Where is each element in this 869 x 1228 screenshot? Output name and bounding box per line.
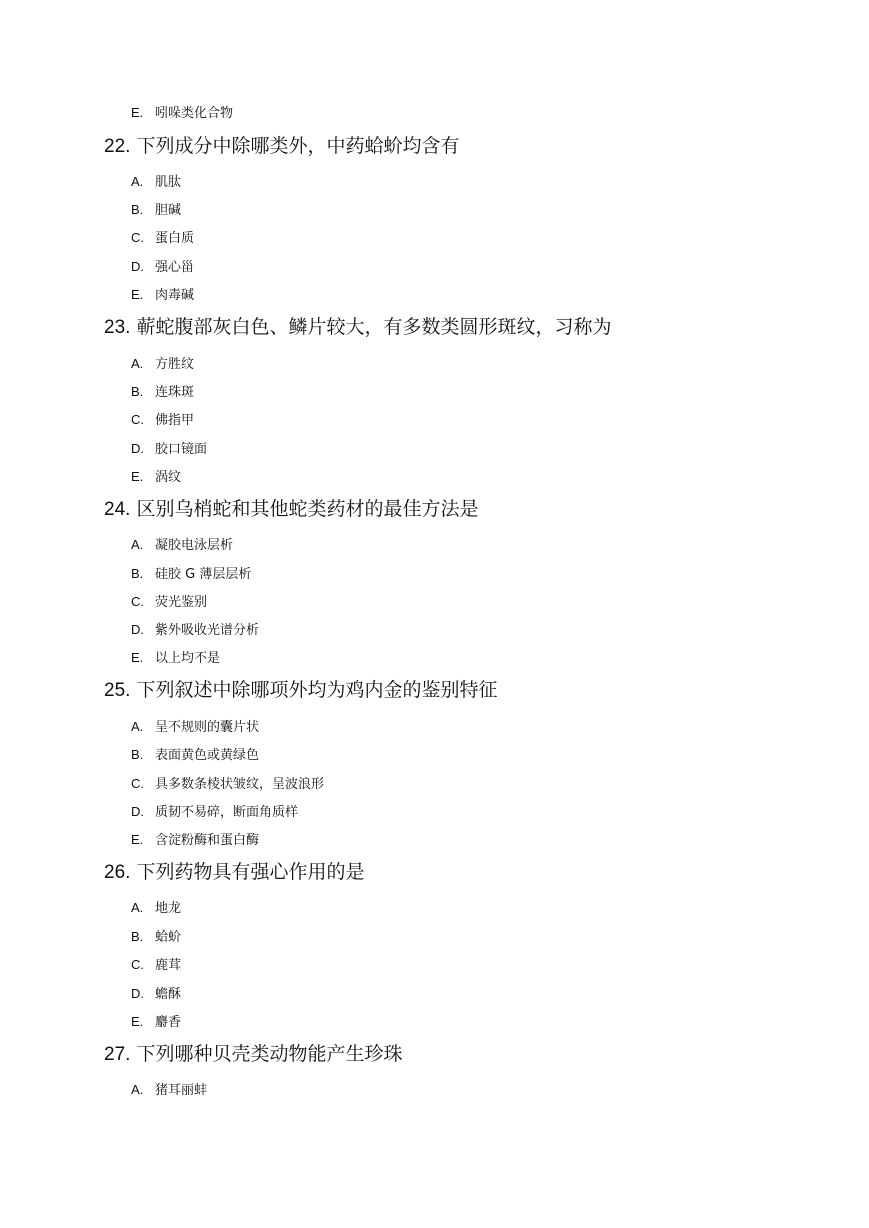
option-26-e <box>131 1014 181 1031</box>
question-25 <box>104 678 497 703</box>
option-23-e <box>131 469 181 486</box>
option-24-c <box>131 594 207 611</box>
option-letter: A. <box>131 356 144 371</box>
option-text: 胆碱 <box>155 203 182 218</box>
option-text: 具多数条棱状皱纹，呈波浪形 <box>155 777 325 792</box>
question-text: 区别乌梢蛇和其他蛇类药材的最佳方法是 <box>136 498 479 520</box>
option-text: 猪耳丽蚌 <box>155 1083 208 1098</box>
option-text: 以上均不是 <box>155 651 221 666</box>
question-number: 23. <box>104 317 131 338</box>
question-number: 24. <box>104 499 131 520</box>
question-24 <box>104 497 478 522</box>
question-27 <box>104 1042 402 1067</box>
option-letter: B. <box>131 929 144 944</box>
option-text: 肌肽 <box>155 175 182 190</box>
option-24-d <box>131 622 259 639</box>
option-text: 蛋白质 <box>155 231 195 246</box>
option-26-d <box>131 986 181 1003</box>
option-letter: E. <box>131 1014 144 1029</box>
option-text: 肉毒碱 <box>155 288 195 303</box>
option-22-e <box>131 287 194 304</box>
option-22-d <box>131 259 194 276</box>
option-letter: A. <box>131 900 144 915</box>
option-letter: B. <box>131 202 144 217</box>
option-letter: D. <box>131 986 144 1001</box>
option-letter: B. <box>131 747 144 762</box>
option-letter: B. <box>131 566 144 581</box>
option-letter: A. <box>131 1082 144 1097</box>
option-letter: C. <box>131 957 144 972</box>
option-26-c <box>131 957 181 974</box>
option-text: 连珠斑 <box>155 385 195 400</box>
option-text: 鹿茸 <box>155 958 182 973</box>
option-23-d <box>131 441 207 458</box>
option-letter: D. <box>131 441 144 456</box>
option-25-d <box>131 804 298 821</box>
option-23-c <box>131 412 194 429</box>
option-letter: E. <box>131 287 144 302</box>
option-letter: B. <box>131 384 144 399</box>
option-text: 胶口镜面 <box>155 442 208 457</box>
option-24-b <box>131 566 251 583</box>
option-letter: A. <box>131 537 144 552</box>
option-letter: C. <box>131 412 144 427</box>
option-text: 吲哚类化合物 <box>155 106 234 121</box>
question-number: 25. <box>104 680 131 701</box>
option-22-a <box>131 174 181 191</box>
option-24-e <box>131 650 220 667</box>
option-text: 荧光鉴别 <box>155 595 208 610</box>
option-text: 涡纹 <box>155 470 182 485</box>
option-letter: C. <box>131 594 144 609</box>
question-text: 蕲蛇腹部灰白色、鳞片较大，有多数类圆形斑纹，习称为 <box>136 316 612 338</box>
option-text: 硅胶 G 薄层层析 <box>155 567 252 582</box>
option-26-a <box>131 900 181 917</box>
option-text: 地龙 <box>155 901 182 916</box>
option-text: 方胜纹 <box>155 357 195 372</box>
question-23 <box>104 315 611 340</box>
option-23-a <box>131 356 194 373</box>
question-26 <box>104 860 364 885</box>
option-letter: C. <box>131 776 144 791</box>
option-22-b <box>131 202 181 219</box>
option-22-c <box>131 230 194 247</box>
option-25-a <box>131 719 259 736</box>
option-text: 含淀粉酶和蛋白酶 <box>155 833 260 848</box>
option-27-a <box>131 1082 207 1099</box>
option-26-b <box>131 929 181 946</box>
option-23-b <box>131 384 194 401</box>
option-letter: D. <box>131 259 144 274</box>
option-text: 佛指甲 <box>155 413 195 428</box>
question-text: 下列药物具有强心作用的是 <box>136 861 365 883</box>
question-text: 下列哪种贝壳类动物能产生珍珠 <box>136 1043 403 1065</box>
option-letter: A. <box>131 719 144 734</box>
question-text: 下列成分中除哪类外，中药蛤蚧均含有 <box>136 135 460 157</box>
option-letter: C. <box>131 230 144 245</box>
option-24-a <box>131 537 233 554</box>
option-letter: E. <box>131 650 144 665</box>
option-25-c <box>131 776 324 793</box>
question-22 <box>104 134 459 159</box>
option-text: 麝香 <box>155 1015 182 1030</box>
option-letter: E. <box>131 469 144 484</box>
option-letter: E. <box>131 832 144 847</box>
option-letter: D. <box>131 622 144 637</box>
question-number: 22. <box>104 136 131 157</box>
option-letter: A. <box>131 174 144 189</box>
option-25-e <box>131 832 259 849</box>
option-letter: D. <box>131 804 144 819</box>
option-text: 蛤蚧 <box>155 930 182 945</box>
option-text: 质韧不易碎，断面角质样 <box>155 805 299 820</box>
question-number: 26. <box>104 862 131 883</box>
option-letter: E. <box>131 105 144 120</box>
option-21-e <box>131 105 233 122</box>
question-text: 下列叙述中除哪项外均为鸡内金的鉴别特征 <box>136 679 498 701</box>
option-text: 凝胶电泳层析 <box>155 538 234 553</box>
question-number: 27. <box>104 1044 131 1065</box>
option-text: 强心甾 <box>155 260 195 275</box>
option-text: 紫外吸收光谱分析 <box>155 623 260 638</box>
option-text: 呈不规则的囊片状 <box>155 720 260 735</box>
option-25-b <box>131 747 259 764</box>
option-text: 蟾酥 <box>155 987 182 1002</box>
option-text: 表面黄色或黄绿色 <box>155 748 260 763</box>
